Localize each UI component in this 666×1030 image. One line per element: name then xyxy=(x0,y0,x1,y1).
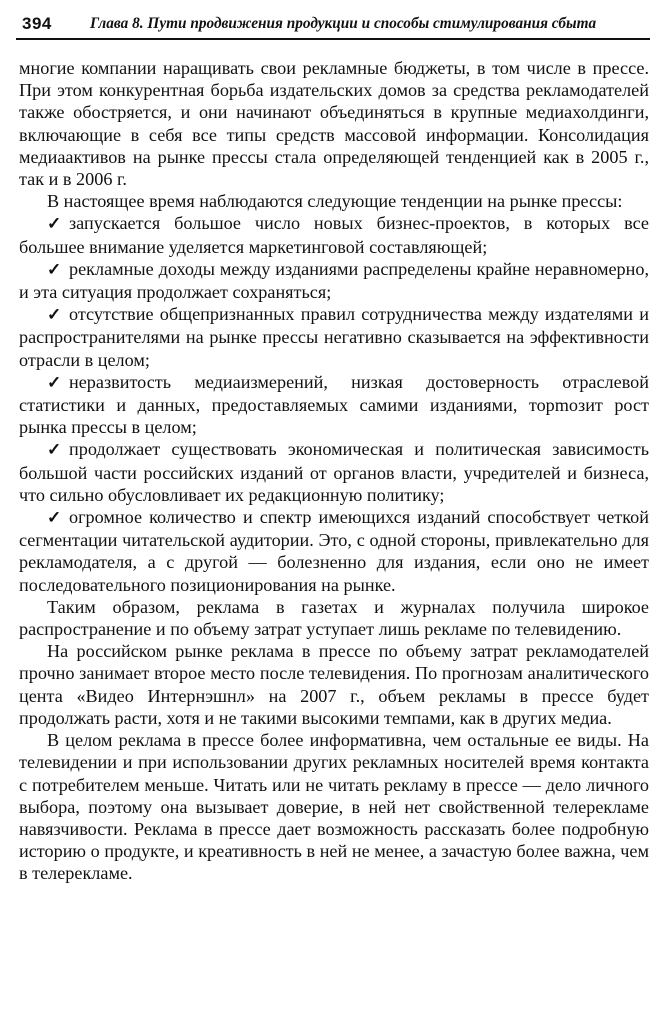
check-mark-icon: ✓ xyxy=(47,305,62,325)
paragraph-market-position: На российском рынке реклама в прессе по объему затрат рекламодателей прочно занимает второе место после телевидения. По прогнозам аналитического цента «Видео Интернэшнл» на 2007 г., объем рекламы в прессе будет продолжать расти, хотя и не такими высокими темпами, как в других медиа. xyxy=(19,641,649,728)
check-mark-icon: ✓ xyxy=(47,508,62,528)
check-mark-icon: ✓ xyxy=(47,440,62,460)
bullet-item xyxy=(19,371,649,439)
paragraph-continuation: многие компании наращивать свои рекламные бюджеты, в том числе в прессе. При этом конкурентная борьба издательских домов за средства рекламодателей также обостряется, и они начинают объединяться в крупные медиахолдинги, включающие в себя все типы средств массовой информации. Консолидация медиаактивов на рынке прессы стала определяющей тенденцией как в 2005 г., так и в 2006 г. xyxy=(19,58,649,190)
check-mark-icon: ✓ xyxy=(47,214,62,234)
bullet-text: огромное количество и спектр имеющихся изданий способствует четкой сегментации читательской аудитории. Это, с одной стороны, привлекательно для рекламодателя, а с другой — болезненно для издания, если оно не имеет последовательного позиционирования на рынке. xyxy=(19,507,649,595)
bullet-text: неразвитость медиаизмерений, низкая достоверность отраслевой статистики и данных, предоставляемых самими изданиями, торmозит рост рынка прессы в целом; xyxy=(19,371,649,438)
chapter-title: Глава 8. Пути продвижения продукции и способы стимулирования сбыта xyxy=(90,15,597,32)
page-number: 394 xyxy=(22,14,52,33)
paragraph-conclusion: Таким образом, реклама в газетах и журналах получила широкое распространение и по объему затрат уступает лишь рекламе по телевидению. xyxy=(19,596,649,640)
bullet-item xyxy=(19,258,649,303)
bullet-text: продолжает существовать экономическая и политическая зависимость большой части российских изданий от органов власти, учредителей и бизнеса, что сильно обусловливает их редакционную политику; xyxy=(19,439,649,505)
paragraph-trends-intro: В настоящее время наблюдаются следующие тенденции на рынке прессы: xyxy=(47,191,623,212)
running-header xyxy=(16,8,650,40)
bullet-item xyxy=(19,506,649,596)
body-text xyxy=(19,57,649,885)
bullet-text: запускается большое число новых бизнес-проектов, в которых все большее внимание уделяется маркетинговой составляющей; xyxy=(19,213,649,257)
paragraph-informativeness: В целом реклама в прессе более информативна, чем остальные ее виды. На телевидении и при использовании других рекламных носителей время контакта с потребителем меньше. Читать или не читать рекламу в прессе — дело личного выбора, поэтому она вызывает доверие, в ней нет свойственной телерекламе навязчивости. Реклама в прессе дает возможность рассказать более подробную историю о продукте, и креативность в ней не менее, а зачастую более важна, чем в телерекламе. xyxy=(19,730,649,884)
bullet-text: отсутствие общепризнанных правил сотрудничества между издателями и распространителями на рынке прессы негативно сказывается на эффективности отрасли в целом; xyxy=(19,304,649,370)
check-mark-icon: ✓ xyxy=(47,372,62,392)
bullet-item xyxy=(19,303,649,371)
bullet-item xyxy=(19,438,649,506)
bullet-text: рекламные доходы между изданиями распределены крайне неравномерно, и эта ситуация продолжает сохраняться; xyxy=(19,258,649,303)
bullet-item xyxy=(19,212,649,257)
check-mark-icon: ✓ xyxy=(47,259,62,279)
